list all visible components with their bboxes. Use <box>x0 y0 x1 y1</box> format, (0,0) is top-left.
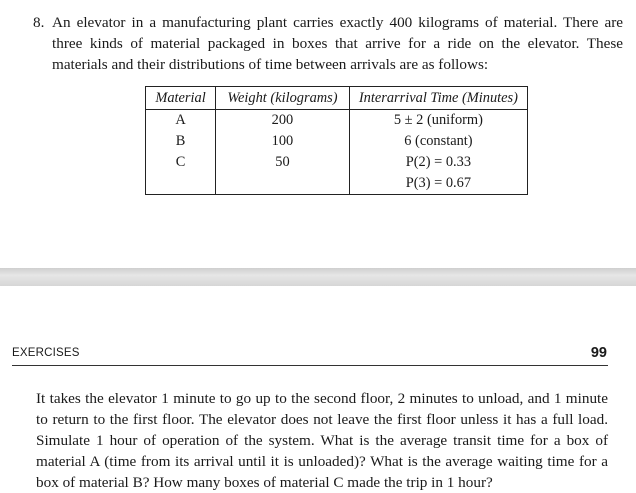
page-number: 99 <box>590 345 607 361</box>
header-weight: Weight (kilograms) <box>216 87 350 110</box>
cell-weight: 200 <box>216 110 350 132</box>
header-rule <box>12 365 608 366</box>
cell-weight: 50 <box>216 152 350 173</box>
table-row <box>146 173 528 195</box>
running-head-section: EXERCISES <box>12 347 80 359</box>
table-row <box>146 110 528 132</box>
cell-material: A <box>146 110 216 132</box>
cell-weight <box>216 173 350 195</box>
cell-material <box>146 173 216 195</box>
continuation-text: It takes the elevator 1 minute to go up to the second floor, 2 minutes to unload, and 1 minute to return to the first floor. The elevator does not leave the first floor unless it has a full load. Simulate 1 hour of operation of the system. What is the average transit time for a box of material A (time from its arrival until it is unloaded)? What is the average waiting time for a box of material B? How many boxes of material C made the trip in 1 hour? <box>36 390 608 491</box>
header-interarrival: Interarrival Time (Minutes) <box>349 87 527 110</box>
problem-number: 8. <box>33 14 45 31</box>
header-material: Material <box>146 87 216 110</box>
cell-time: 5 ± 2 (uniform) <box>349 110 527 132</box>
table-row <box>146 131 528 152</box>
cell-weight: 100 <box>216 131 350 152</box>
material-table <box>145 86 528 195</box>
page-separator <box>0 268 636 286</box>
cell-time: P(3) = 0.67 <box>349 173 527 195</box>
table-row <box>146 152 528 173</box>
cell-time: 6 (constant) <box>349 131 527 152</box>
cell-time: P(2) = 0.33 <box>349 152 527 173</box>
cell-material: C <box>146 152 216 173</box>
problem-8 <box>33 12 623 75</box>
table-header-row <box>146 87 528 110</box>
cell-material: B <box>146 131 216 152</box>
problem-text: An elevator in a manufacturing plant carries exactly 400 kilograms of material. There are three kinds of material packaged in boxes that arrive for a ride on the elevator. These materials and their distributions of time between arrivals are as follows: <box>52 14 623 73</box>
